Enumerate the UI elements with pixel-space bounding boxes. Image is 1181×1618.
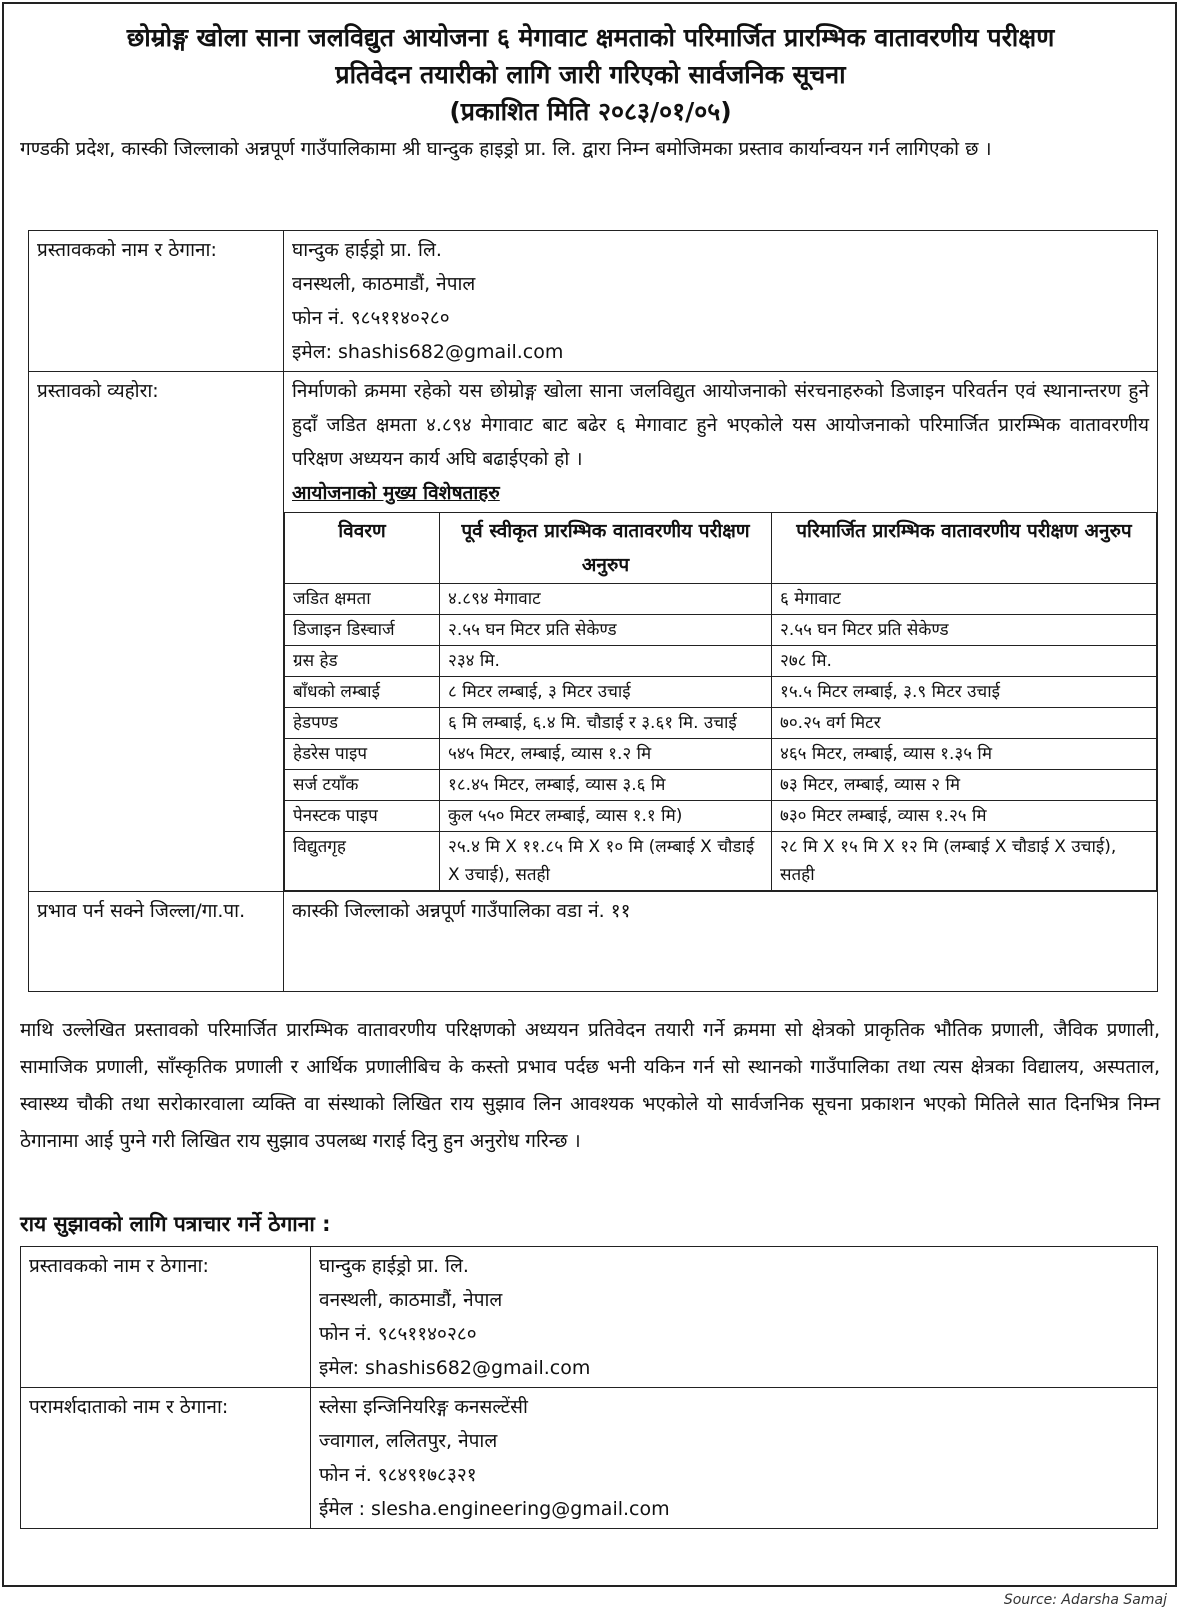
request-paragraph: माथि उल्लेखित प्रस्तावको परिमार्जित प्रारम्भिक वातावरणीय परिक्षणको अध्ययन प्रतिवेदन तयारी गर्ने क्रममा सो क्षेत्रको प्राकृतिक भौतिक प्रणाली, जैविक प्रणाली, सामाजिक प्रणाली, साँस्कृतिक प्रणाली र आर्थिक प्रणालीबिच के कस्तो प्रभाव पर्दछ भनी यकिन गर्न सो स्थानको गाउँपालिका तथा त्यस क्षेत्रका विद्यालय, अस्पताल, स्वास्थ्य चौकी तथा सरोकारवाला व्यक्ति वा संस्थाको लिखित राय सुझाव लिन आवश्यक भएकोले यो सार्वजनिक सूचना प्रकाशन भएको मितिले सात दिनभित्र निम्न ठेगानामा आई पुग्ने गरी लिखित राय सुझाव उपलब्ध गराई दिनु हुन अनुरोध गरिन्छ ।: [20, 1019, 1160, 1152]
features-row: [285, 770, 1157, 801]
feature-revised: २८ मि X १५ मि X १२ मि (लम्बाई X चौडाई X उचाई), सतही: [772, 832, 1157, 891]
proposal-table: [28, 230, 1158, 992]
contact-proponent-details: [311, 1247, 1158, 1388]
consultant-name: स्लेसा इन्जिनियरिङ्ग कनसल्टेंसी: [319, 1396, 528, 1418]
feature-name: जडित क्षमता: [285, 584, 440, 615]
feature-previous: २३४ मि.: [440, 646, 772, 677]
features-row: [285, 739, 1157, 770]
consultant-email: ईमेल : slesha.engineering@gmail.com: [319, 1498, 670, 1520]
contact-proponent-name: घान्दुक हाईड्रो प्रा. लि.: [319, 1255, 469, 1277]
features-row: [285, 832, 1157, 891]
feature-name: हेडपण्ड: [285, 708, 440, 739]
consultant-address: ज्वागाल, ललितपुर, नेपाल: [319, 1430, 498, 1452]
proposal-details: [284, 372, 1158, 892]
feature-revised: ७३ मिटर, लम्बाई, व्यास २ मि: [772, 770, 1157, 801]
feature-revised: १५.५ मिटर लम्बाई, ३.९ मिटर उचाई: [772, 677, 1157, 708]
contact-proponent-email: इमेल: shashis682@gmail.com: [319, 1357, 591, 1379]
feature-revised: ४६५ मिटर, लम्बाई, व्यास १.३५ मि: [772, 739, 1157, 770]
proponent-phone: फोन नं. ९८५११४०२८०: [292, 307, 450, 329]
publication-date: (प्रकाशित मिति २०८३/०१/०५): [449, 97, 732, 126]
consultant-label: परामर्शदाताको नाम र ठेगाना:: [21, 1388, 311, 1529]
feature-revised: ७३० मिटर लम्बाई, व्यास १.२५ मि: [772, 801, 1157, 832]
features-row: [285, 801, 1157, 832]
features-row: [285, 615, 1157, 646]
feature-previous: २५.४ मि X ११.८५ मि X १० मि (लम्बाई X चौडाई X उचाई), सतही: [440, 832, 772, 891]
feature-name: विद्युतगृह: [285, 832, 440, 891]
feature-previous: ४.८९४ मेगावाट: [440, 584, 772, 615]
proposal-label: प्रस्तावको व्यहोरा:: [29, 372, 284, 892]
features-header: परिमार्जित प्रारम्भिक वातावरणीय परीक्षण अनुरुप: [772, 513, 1157, 584]
feature-name: हेडरेस पाइप: [285, 739, 440, 770]
notice-title-line2: प्रतिवेदन तयारीको लागि जारी गरिएको सार्वजनिक सूचना: [335, 60, 846, 89]
contact-proponent-address: वनस्थली, काठमाडौं, नेपाल: [319, 1289, 503, 1311]
consultant-details: [311, 1388, 1158, 1529]
feature-previous: ५४५ मिटर, लम्बाई, व्यास १.२ मि: [440, 739, 772, 770]
feature-revised: २.५५ घन मिटर प्रति सेकेण्ड: [772, 615, 1157, 646]
feature-previous: १८.४५ मिटर, लम्बाई, व्यास ३.६ मि: [440, 770, 772, 801]
proposal-text: निर्माणको क्रममा रहेको यस छोम्रोङ्ग खोला साना जलविद्युत आयोजनाको संरचनाहरुको डिजाइन परिवर्तन एवं स्थानान्तरण हुने हुदाँ जडित क्षमता ४.८९४ मेगावाट बाट बढेर ६ मेगावाट हुने भएकोले यस आयोजनाको परिमार्जित प्रारम्भिक वातावरणीय परिक्षण अध्ययन कार्य अघि बढाईएको हो ।: [292, 380, 1149, 470]
feature-name: डिजाइन डिस्चार्ज: [285, 615, 440, 646]
feature-name: ग्रस हेड: [285, 646, 440, 677]
features-table: [284, 512, 1157, 891]
contact-proponent-phone: फोन नं. ९८५११४०२८०: [319, 1323, 477, 1345]
features-row: [285, 584, 1157, 615]
feature-previous: कुल ५५० मिटर लम्बाई, व्यास १.१ मि): [440, 801, 772, 832]
source-credit: Source: Adarsha Samaj: [1003, 1592, 1167, 1608]
affected-area: कास्की जिल्लाको अन्नपूर्ण गाउँपालिका वडा नं. ११: [284, 892, 1158, 992]
feature-revised: २७८ मि.: [772, 646, 1157, 677]
intro-paragraph: गण्डकी प्रदेश, कास्की जिल्लाको अन्नपूर्ण गाउँपालिकामा श्री घान्दुक हाइड्रो प्रा. लि. द्वारा निम्न बमोजिमका प्रस्ताव कार्यान्वयन गर्न लागिएको छ ।: [20, 138, 992, 160]
feature-name: पेनस्टक पाइप: [285, 801, 440, 832]
proponent-email: इमेल: shashis682@gmail.com: [292, 341, 564, 363]
contact-proponent-label: प्रस्तावकको नाम र ठेगाना:: [21, 1247, 311, 1388]
feature-name: सर्ज टयाँक: [285, 770, 440, 801]
affected-label: प्रभाव पर्न सक्ने जिल्ला/गा.पा.: [29, 892, 284, 992]
features-heading: आयोजनाको मुख्य विशेषताहरु: [292, 482, 500, 504]
feature-name: बाँधको लम्बाई: [285, 677, 440, 708]
features-row: [285, 677, 1157, 708]
feature-previous: ६ मि लम्बाई, ६.४ मि. चौडाई र ३.६१ मि. उचाई: [440, 708, 772, 739]
features-row: [285, 646, 1157, 677]
proponent-address: वनस्थली, काठमाडौं, नेपाल: [292, 273, 476, 295]
proponent-details: [284, 231, 1158, 372]
features-header: विवरण: [285, 513, 440, 584]
feature-revised: ७०.२५ वर्ग मिटर: [772, 708, 1157, 739]
contact-heading: राय सुझावको लागि पत्राचार गर्ने ठेगाना :: [20, 1212, 331, 1236]
consultant-phone: फोन नं. ९८४९१७८३२१: [319, 1464, 477, 1486]
feature-revised: ६ मेगावाट: [772, 584, 1157, 615]
proponent-name: घान्दुक हाईड्रो प्रा. लि.: [292, 239, 442, 261]
feature-previous: ८ मिटर लम्बाई, ३ मिटर उचाई: [440, 677, 772, 708]
features-row: [285, 708, 1157, 739]
features-header: पूर्व स्वीकृत प्रारम्भिक वातावरणीय परीक्षण अनुरुप: [440, 513, 772, 584]
contact-table: [20, 1246, 1158, 1529]
proponent-label: प्रस्तावकको नाम र ठेगाना:: [29, 231, 284, 372]
feature-previous: २.५५ घन मिटर प्रति सेकेण्ड: [440, 615, 772, 646]
notice-title-line1: छोम्रोङ्ग खोला साना जलविद्युत आयोजना ६ मेगावाट क्षमताको परिमार्जित प्रारम्भिक वातावरणीय परीक्षण: [126, 23, 1055, 52]
